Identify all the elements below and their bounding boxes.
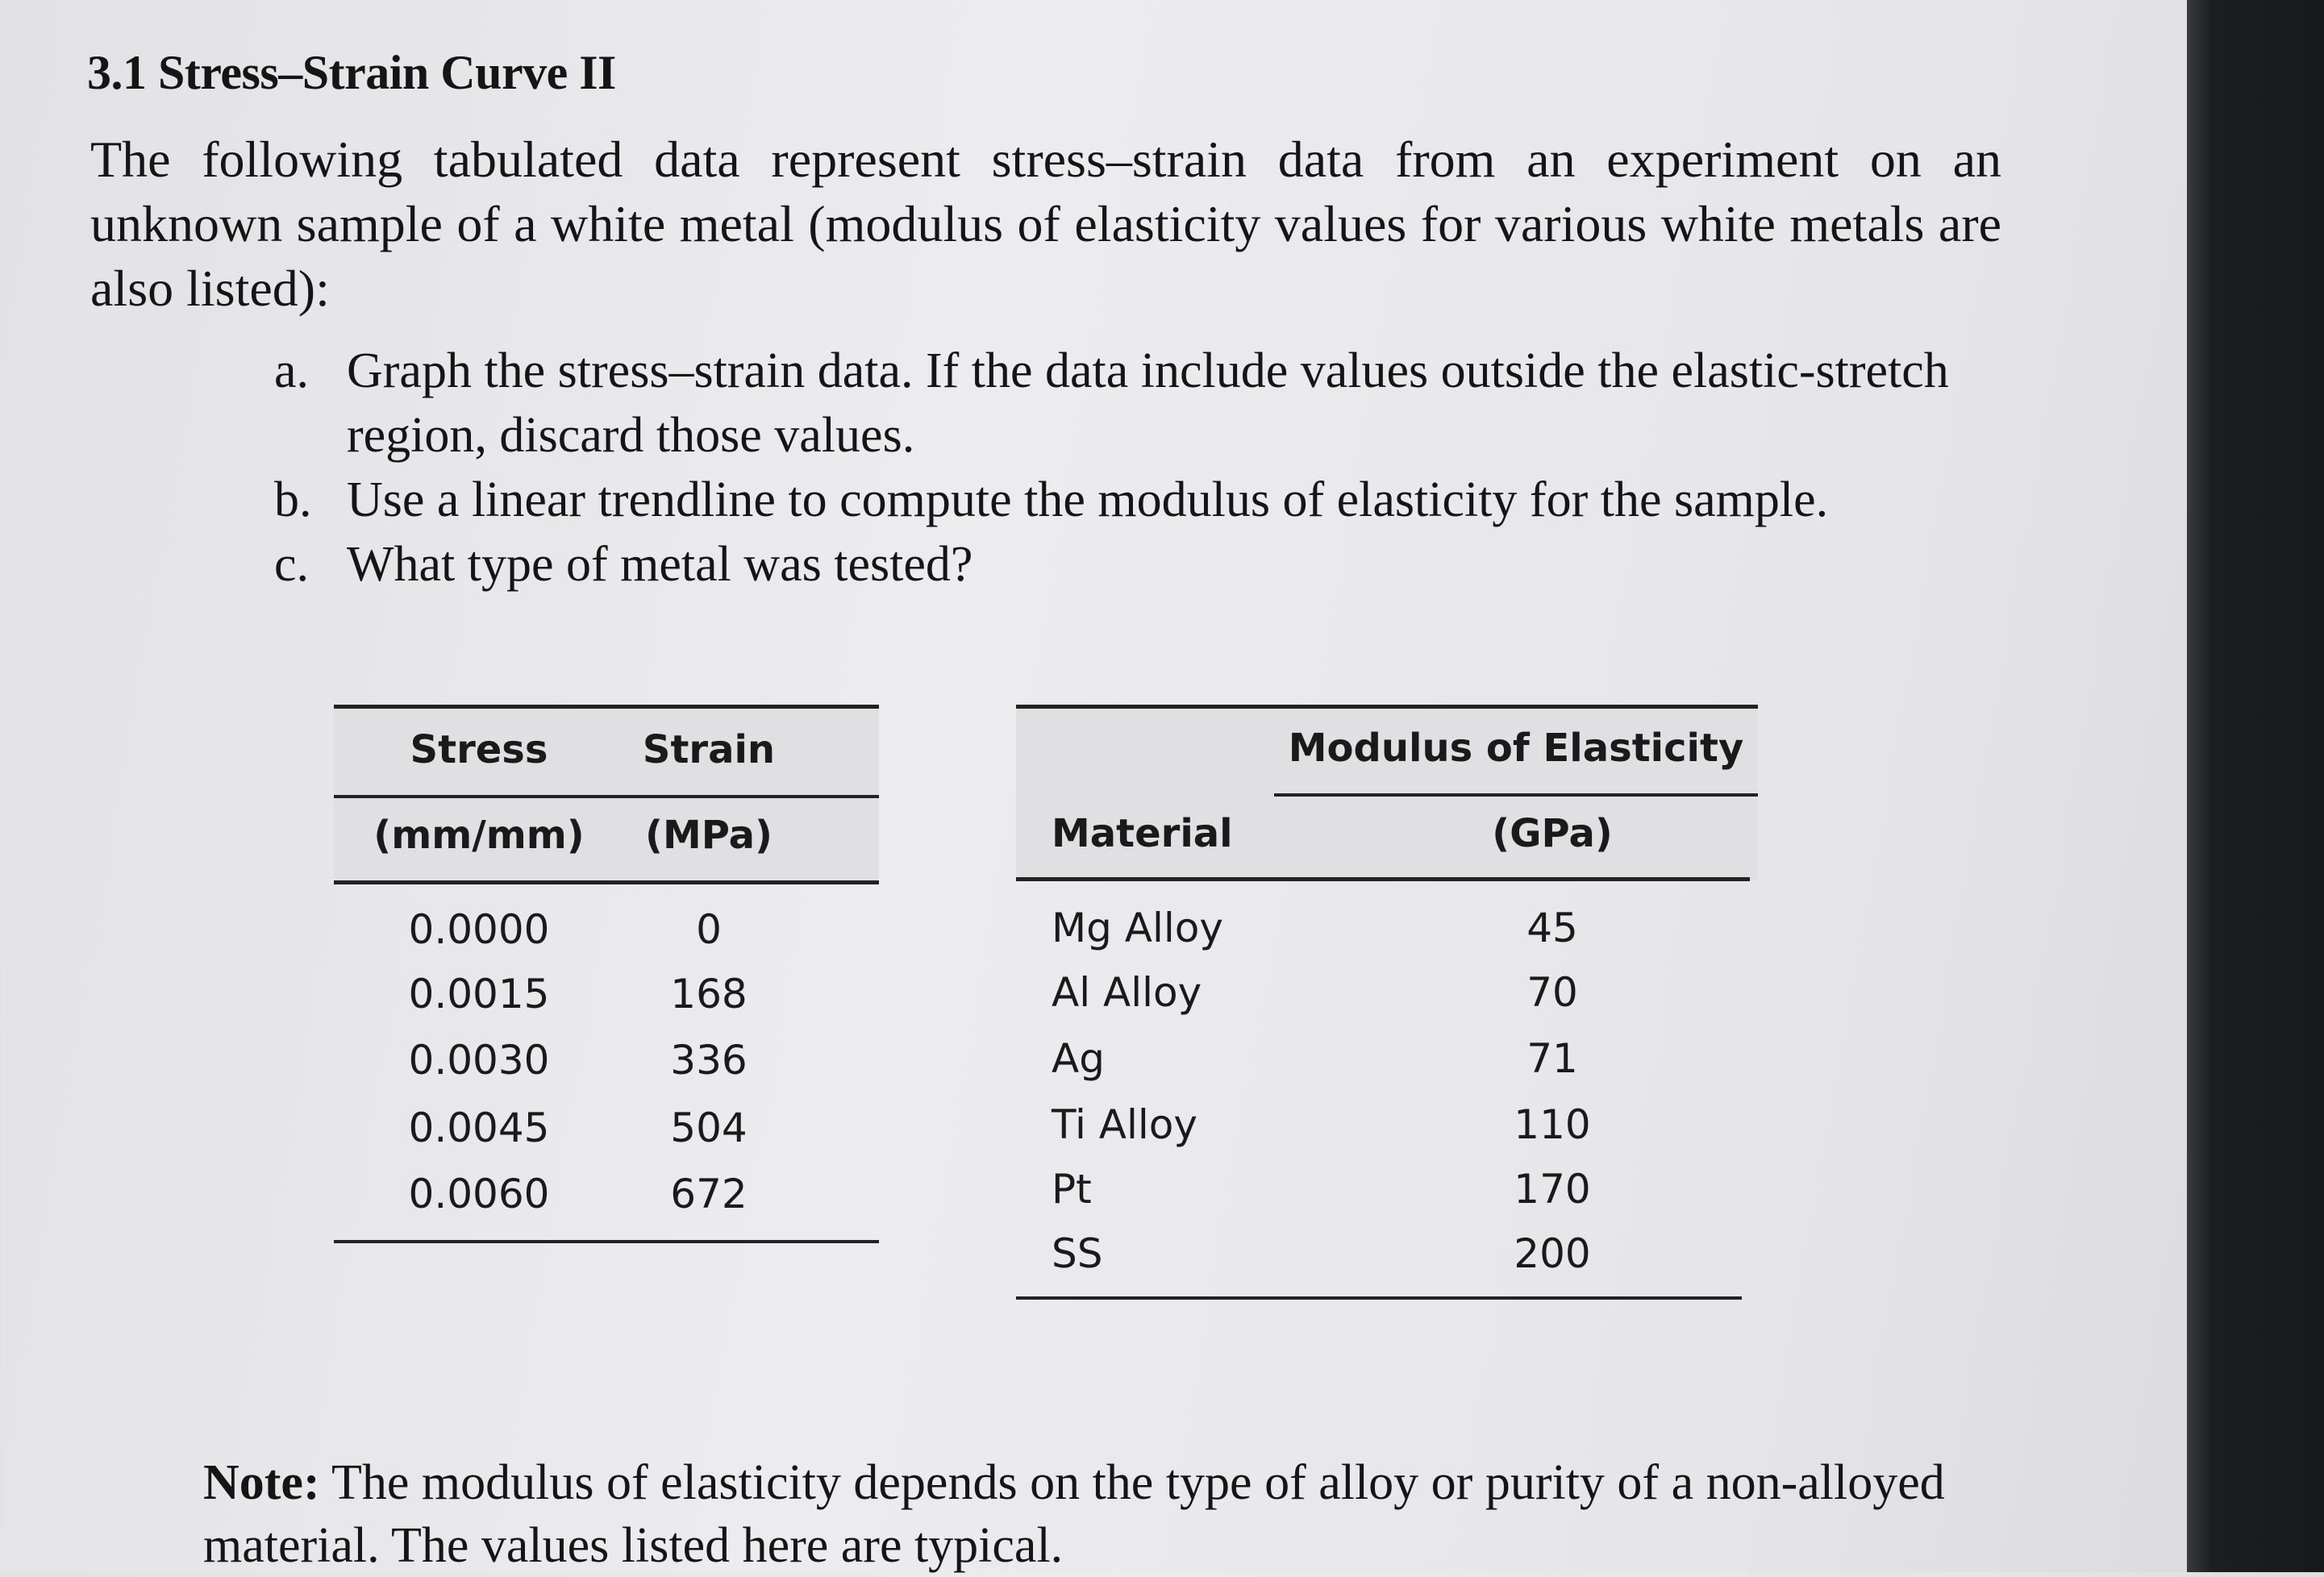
task-item-c bbox=[274, 532, 2000, 597]
section-title: 3.1 Stress–Strain Curve II bbox=[87, 46, 616, 99]
strain-cell: 672 bbox=[670, 1171, 748, 1217]
stress-cell: 0.0060 bbox=[408, 1171, 550, 1217]
strain-cell: 336 bbox=[670, 1037, 748, 1084]
stress-cell: 0.0045 bbox=[408, 1105, 550, 1151]
bottom-rule bbox=[1016, 1296, 1742, 1300]
header-stress: Stress bbox=[410, 727, 548, 772]
header-unit-right: (MPa) bbox=[645, 813, 773, 858]
task-marker: b. bbox=[274, 472, 312, 527]
task-list bbox=[274, 339, 2000, 597]
top-rule bbox=[1016, 705, 1758, 709]
material-cell: Ag bbox=[1052, 1035, 1105, 1082]
task-item-a bbox=[274, 339, 2000, 468]
task-text: What type of metal was tested? bbox=[347, 537, 973, 592]
task-marker: a. bbox=[274, 343, 310, 398]
top-rule bbox=[334, 705, 879, 709]
header-bottom-rule bbox=[334, 880, 879, 884]
strain-cell: 168 bbox=[670, 971, 748, 1017]
modulus-cell: 70 bbox=[1526, 969, 1578, 1016]
task-text: Graph the stress–strain data. If the data include values outside the elastic-stretch region, discard those values. bbox=[347, 343, 1949, 463]
material-cell: Ti Alloy bbox=[1052, 1101, 1197, 1148]
modulus-cell: 170 bbox=[1514, 1166, 1591, 1213]
header-divider bbox=[334, 795, 879, 798]
header-strain: Strain bbox=[642, 727, 776, 772]
note-label: Note: bbox=[203, 1455, 320, 1510]
modulus-cell: 45 bbox=[1526, 905, 1578, 951]
stress-cell: 0.0000 bbox=[408, 906, 550, 953]
modulus-cell: 110 bbox=[1514, 1101, 1591, 1148]
monitor-bezel bbox=[2187, 0, 2324, 1572]
stress-strain-table bbox=[334, 705, 879, 1261]
material-cell: Pt bbox=[1052, 1166, 1092, 1213]
header-unit-left: (mm/mm) bbox=[373, 813, 585, 858]
header-gpa: (GPa) bbox=[1492, 811, 1613, 856]
material-cell: Al Alloy bbox=[1052, 969, 1202, 1016]
header-modulus: Modulus of Elasticity bbox=[1288, 726, 1744, 771]
modulus-cell: 71 bbox=[1526, 1035, 1578, 1082]
bottom-rule bbox=[334, 1240, 879, 1243]
material-cell: SS bbox=[1052, 1230, 1103, 1277]
task-item-b bbox=[274, 468, 2000, 532]
strain-cell: 504 bbox=[670, 1105, 748, 1151]
header-bottom-rule bbox=[1016, 877, 1750, 881]
strain-cell: 0 bbox=[696, 906, 722, 953]
note-paragraph bbox=[203, 1451, 1977, 1577]
task-marker: c. bbox=[274, 537, 310, 592]
stress-cell: 0.0030 bbox=[408, 1037, 550, 1084]
modulus-table bbox=[1016, 705, 1758, 1317]
group-header-rule bbox=[1274, 793, 1758, 797]
task-text: Use a linear trendline to compute the modulus of elasticity for the sample. bbox=[347, 472, 1829, 527]
header-material: Material bbox=[1052, 811, 1233, 856]
note-text: The modulus of elasticity depends on the type of alloy or purity of a non-alloyed material. The values listed here are typical. bbox=[203, 1455, 1945, 1573]
stress-cell: 0.0015 bbox=[408, 971, 550, 1017]
material-cell: Mg Alloy bbox=[1052, 905, 1223, 951]
intro-paragraph: The following tabulated data represent stress–strain data from an experiment on an unknown sample of a white metal (modulus of elasticity values for various white metals are also listed): bbox=[90, 131, 2001, 317]
modulus-cell: 200 bbox=[1514, 1230, 1591, 1277]
